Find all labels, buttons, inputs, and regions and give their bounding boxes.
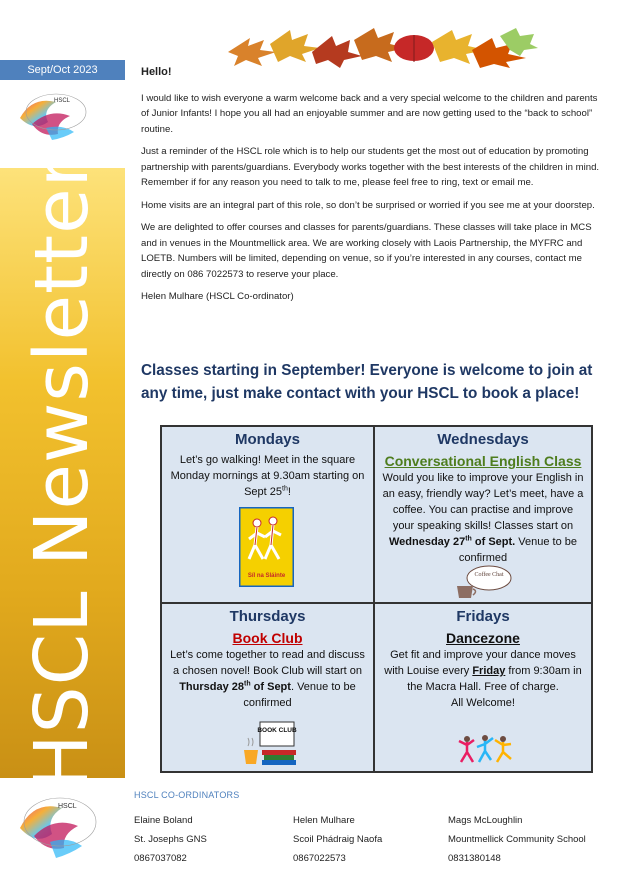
day-heading: Fridays — [456, 608, 510, 625]
class-title: Conversational English Class — [384, 453, 582, 469]
letter-paragraph: We are delighted to offer courses and classes for parents/guardians. These classes will take place in MCS and in venues in the Mountmellick area. We are working closely with Laois Partnership, the MYFRC and LOETB. Numbers will be limited, depending on venue, so if you’re interested in any courses, contact me directly on 086 7022573 to reserve your place. — [141, 222, 592, 280]
newsletter-title: HSCL Newsletter — [19, 155, 105, 791]
issue-date: Sept/Oct 2023 — [0, 60, 125, 80]
coordinator-school: St. Josephs GNS — [134, 834, 207, 845]
greeting: Hello! — [141, 66, 172, 78]
wednesday-description: Would you like to improve your English in an easy, friendly way? Let’s meet, have a coffee. You can practise and improve your speaking skills! Classes start on Wednesday 27th of Sept. Venue to be confirmed — [382, 472, 584, 564]
wednesday-cell — [374, 426, 592, 603]
coordinators-heading: HSCL CO-ORDINATORS — [134, 790, 240, 800]
coordinator-phone: 0867022573 — [293, 853, 346, 864]
day-heading: Mondays — [234, 431, 300, 448]
thursday-description: Let’s come together to read and discuss a chosen novel! Book Club will start on Thursday 28th of Sept. Venue to be confirmed — [170, 649, 365, 709]
letter-paragraph: Just a reminder of the HSCL role which is to help our students get the most out of education by promoting partnership with parents/guardians. Everybody works together with the best interests of the children in mind. Remember if for any reason you need to talk to me, please feel free to ring, text or email me. — [141, 146, 600, 188]
coordinator-phone: 0867037082 — [134, 853, 187, 864]
coordinator-name: Helen Mulhare — [293, 815, 355, 826]
class-title: Dancezone — [446, 630, 520, 646]
day-heading: Thursdays — [229, 608, 306, 625]
svg-text:BOOK CLUB: BOOK CLUB — [257, 727, 297, 734]
friday-description: Get fit and improve your dance moves with Louise every Friday from 9:30am in the Macra Hall. Free of charge. — [384, 649, 582, 693]
walking-poster-image — [239, 507, 294, 587]
letter-signature: Helen Mulhare (HSCL Co-ordinator) — [141, 291, 294, 302]
svg-text:HSCL: HSCL — [54, 98, 71, 104]
class-title: Book Club — [232, 630, 303, 646]
coordinator-name: Elaine Boland — [134, 815, 193, 826]
coordinator-column — [293, 811, 382, 868]
coordinator-column — [448, 811, 586, 868]
svg-text:HSCL: HSCL — [58, 803, 77, 810]
monday-cell — [161, 426, 374, 603]
welcome-letter — [141, 65, 603, 312]
friday-cell — [374, 603, 592, 772]
day-heading: Wednesdays — [437, 431, 529, 448]
all-welcome-text: All Welcome! — [451, 697, 515, 709]
coordinator-school: Scoil Phádraig Naofa — [293, 834, 383, 845]
dancers-image — [457, 732, 515, 766]
coordinator-phone: 0831380148 — [448, 853, 501, 864]
class-schedule-grid — [160, 425, 593, 773]
coordinator-name: Mags McLoughlin — [448, 815, 523, 826]
monday-description: Let’s go walking! Meet in the square Monday mornings at 9.30am starting on Sept 25th! — [170, 454, 365, 498]
book-club-image — [242, 720, 300, 768]
letter-paragraph: Home visits are an integral part of this role, so don’t be surprised or worried if you see me at your doorstep. — [141, 199, 595, 211]
coordinator-school: Mountmellick Community School — [448, 834, 586, 845]
hscl-logo-footer — [10, 790, 102, 868]
classes-heading: Classes starting in September! Everyone is welcome to join at any time, just make contact with your HSCL to book a place! — [141, 362, 593, 402]
svg-text:Coffee Chat: Coffee Chat — [474, 572, 504, 578]
thursday-cell — [161, 603, 374, 772]
coffee-chat-image — [453, 564, 513, 600]
coordinator-column — [134, 811, 207, 868]
autumn-leaves-illustration — [220, 22, 540, 70]
hscl-logo — [12, 88, 92, 146]
svg-text:Síl na Sláinte: Síl na Sláinte — [247, 573, 286, 579]
letter-paragraph: I would like to wish everyone a warm welcome back and a very special welcome to the children and parents of Junior Infants! I hope you all had an enjoyable summer and are now getting used to the “back to school” routine. — [141, 92, 598, 135]
